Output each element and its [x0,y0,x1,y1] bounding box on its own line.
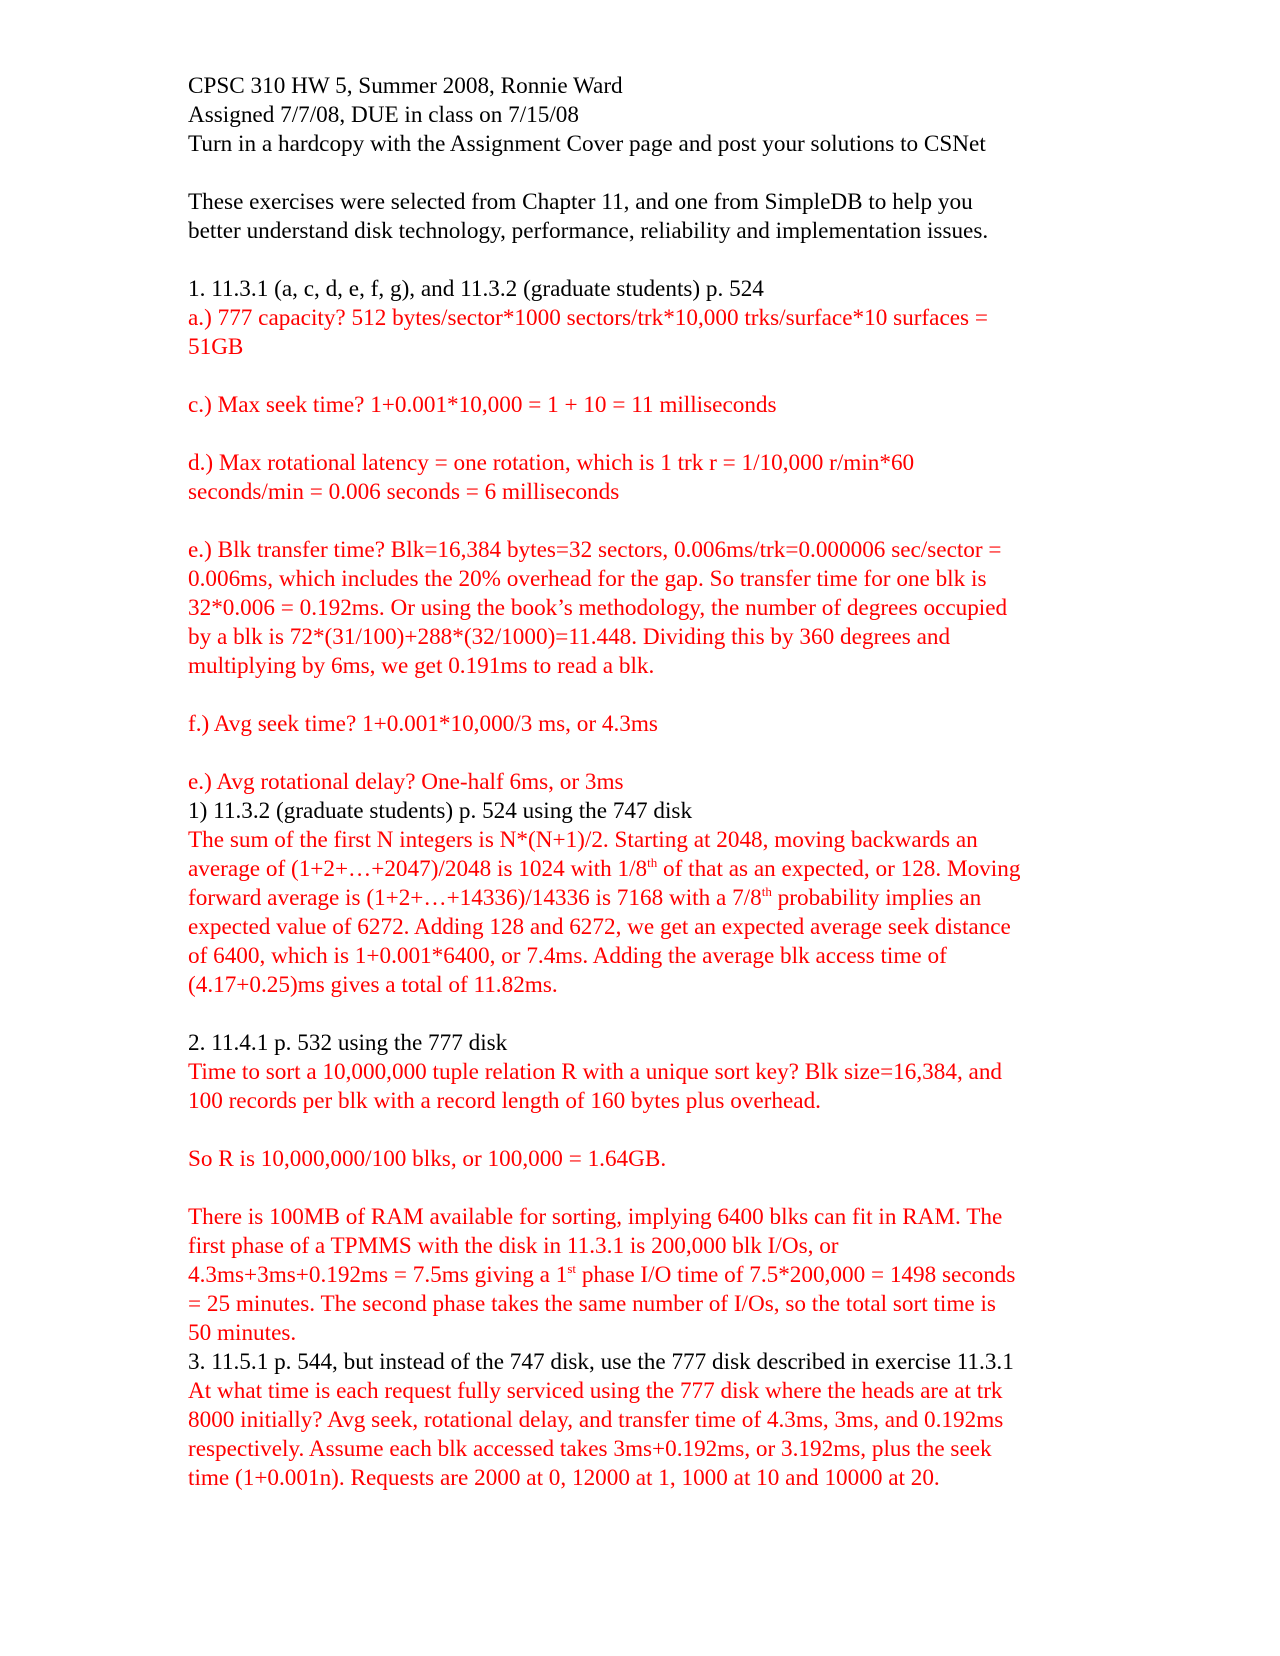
superscript: th [647,855,658,870]
answer-a-line: 51GB [188,334,244,360]
answer-line: Time to sort a 10,000,000 tuple relation R with a unique sort key? Blk size=16,384, and [188,1059,1003,1085]
question-3 [188,1348,1108,1493]
homework-page [188,72,1108,1493]
header-title: CPSC 310 HW 5, Summer 2008, Ronnie Ward [188,73,623,99]
answer-text: average of (1+2+…+2047)/2048 is 1024 with 1/8 [188,856,648,882]
answer-e-line: 32*0.006 = 0.192ms. Or using the book’s methodology, the number of degrees occupied [188,595,1008,621]
answer-line [188,884,1108,913]
answer-e-line: multiplying by 6ms, we get 0.191ms to read a blk. [188,653,655,679]
spacer [188,1000,1108,1029]
answer-line: respectively. Assume each blk accessed takes 3ms+0.192ms, or 3.192ms, plus the seek [188,1436,992,1462]
answer-c-line: c.) Max seek time? 1+0.001*10,000 = 1 + 10 = 11 milliseconds [188,392,777,418]
answer-text: probability implies an [771,885,982,911]
spacer [188,362,1108,391]
answer-line [188,855,1108,884]
spacer [188,681,1108,710]
intro-line: better understand disk technology, performance, reliability and implementation issues. [188,218,989,244]
answer-line: (4.17+0.25)ms gives a total of 11.82ms. [188,972,558,998]
question-1-heading: 1. 11.3.1 (a, c, d, e, f, g), and 11.3.2 (graduate students) p. 524 [188,276,764,302]
spacer [188,1174,1108,1203]
intro [188,188,1108,246]
spacer [188,739,1108,768]
answer-line: There is 100MB of RAM available for sorting, implying 6400 blks can fit in RAM. The [188,1204,1003,1230]
answer-e-line: by a blk is 72*(31/100)+288*(32/1000)=11.448. Dividing this by 360 degrees and [188,624,951,650]
header [188,72,1108,159]
header-instructions: Turn in a hardcopy with the Assignment Cover page and post your solutions to CSNet [188,131,986,157]
question-1-graduate [188,797,1108,1000]
answer-line [188,1261,1108,1290]
superscript: st [567,1261,577,1276]
answer-e-line: 0.006ms, which includes the 20% overhead for the gap. So transfer time for one blk is [188,566,987,592]
answer-text: 4.3ms+3ms+0.192ms = 7.5ms giving a 1 [188,1262,568,1288]
question-1 [188,275,1108,797]
answer-line: time (1+0.001n). Requests are 2000 at 0, 12000 at 1, 1000 at 10 and 10000 at 20. [188,1465,940,1491]
answer-line: So R is 10,000,000/100 blks, or 100,000 = 1.64GB. [188,1146,667,1172]
intro-line: These exercises were selected from Chapter 11, and one from SimpleDB to help you [188,189,973,215]
answer-f-line: f.) Avg seek time? 1+0.001*10,000/3 ms, or 4.3ms [188,711,658,737]
answer-e-line: e.) Blk transfer time? Blk=16,384 bytes=32 sectors, 0.006ms/trk=0.000006 sec/sector = [188,537,1002,563]
answer-line: of 6400, which is 1+0.001*6400, or 7.4ms. Adding the average blk access time of [188,943,947,969]
spacer [188,507,1108,536]
answer-text: of that as an expected, or 128. Moving [657,856,1021,882]
question-3-heading: 3. 11.5.1 p. 544, but instead of the 747 disk, use the 777 disk described in exercise 11.3.1 [188,1349,1014,1375]
answer-line: 100 records per blk with a record length of 160 bytes plus overhead. [188,1088,821,1114]
answer-line: The sum of the first N integers is N*(N+1)/2. Starting at 2048, moving backwards an [188,827,978,853]
answer-text: forward average is (1+2+…+14336)/14336 is 7168 with a 7/8 [188,885,762,911]
spacer [188,246,1108,275]
answer-text: phase I/O time of 7.5*200,000 = 1498 seconds [576,1262,1016,1288]
question-1-graduate-heading: 1) 11.3.2 (graduate students) p. 524 using the 747 disk [188,798,693,824]
answer-line: = 25 minutes. The second phase takes the same number of I/Os, so the total sort time is [188,1291,996,1317]
answer-g-line: e.) Avg rotational delay? One-half 6ms, or 3ms [188,769,624,795]
answer-line: 50 minutes. [188,1320,297,1346]
answer-line: 8000 initially? Avg seek, rotational delay, and transfer time of 4.3ms, 3ms, and 0.192ms [188,1407,1004,1433]
answer-line: At what time is each request fully serviced using the 777 disk where the heads are at trk [188,1378,1003,1404]
answer-d-line: seconds/min = 0.006 seconds = 6 milliseconds [188,479,620,505]
spacer [188,1116,1108,1145]
answer-line: first phase of a TPMMS with the disk in 11.3.1 is 200,000 blk I/Os, or [188,1233,839,1259]
answer-line: expected value of 6272. Adding 128 and 6272, we get an expected average seek distance [188,914,1011,940]
spacer [188,420,1108,449]
spacer [188,159,1108,188]
answer-a-line: a.) 777 capacity? 512 bytes/sector*1000 sectors/trk*10,000 trks/surface*10 surfaces = [188,305,988,331]
question-2-heading: 2. 11.4.1 p. 532 using the 777 disk [188,1030,508,1056]
header-assigned: Assigned 7/7/08, DUE in class on 7/15/08 [188,102,579,128]
question-2 [188,1029,1108,1348]
superscript: th [761,884,772,899]
answer-d-line: d.) Max rotational latency = one rotation, which is 1 trk r = 1/10,000 r/min*60 [188,450,915,476]
